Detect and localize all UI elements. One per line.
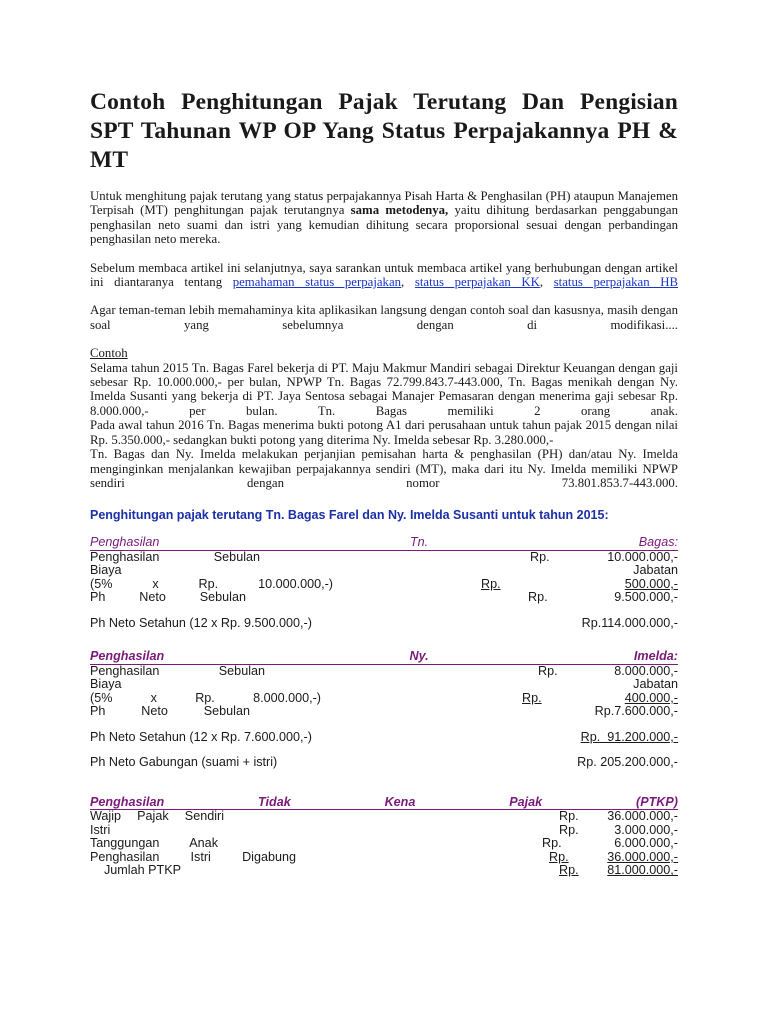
intro-text-cont: yaitu dihitung berdasarkan penggabungan penghasilan neto suami dan istri yang kemudian dihitung secara proporsional sesuai dengan perbandingan penghasilan neto mereka. <box>90 203 678 247</box>
link-status-hb[interactable]: status perpajakan HB <box>553 275 678 290</box>
example-text-2: Pada awal tahun 2016 Tn. Bagas menerima bukti potong A1 dari perusahaan untuk tahun pajak 2015 dengan nilai Rp. 5.350.000,- sedangkan bukti potong yang diterima Ny. Imelda sebesar Rp. 3.280.000,- <box>90 418 678 447</box>
related-text: Sebelum membaca artikel ini selanjutnya, saya sarankan untuk membaca artikel yang berhubungan dengan artikel ini diantaranya tentang <box>90 260 678 290</box>
link-pemahaman-status[interactable]: pemahaman status perpajakan <box>232 275 402 290</box>
link-status-kk[interactable]: status perpajakan KK <box>414 275 540 290</box>
row-neto-monthly: Ph Neto Sebulan Rp. 9.500.000,- <box>90 590 678 605</box>
row-gross-monthly: Penghasilan Sebulan Rp. 8.000.000,- <box>90 663 678 678</box>
example-text-3: Tn. Bagas dan Ny. Imelda melakukan perjanjian pemisahan harta & penghasilan (PH) dan/atau Ny. Imelda menginginkan menjalankan kewajiban perpajakannya sendiri (MT), maka dari itu Ny. Imelda memiliki NPWP sendiri dengan nomor 73.801.853.7-443.000. <box>90 447 678 490</box>
example-text-1: Selama tahun 2015 Tn. Bagas Farel bekerja di PT. Maju Makmur Mandiri sebagai Direktur Keuangan dengan gaji sebesar Rp. 10.000.000,- per bulan, NPWP Tn. Bagas 72.799.843.7-443.000, Tn. Bagas menikah dengan Ny. Imelda Susanti yang bekerja di PT. Jaya Sentosa sebagai Manajer Pemasaran dengan menerima gaji sebesar Rp. 8.000.000,- per bulan. Tn. Bagas memiliki 2 orang anak. <box>90 360 678 418</box>
intro-paragraph-2 <box>90 261 678 290</box>
ptkp-row-istri-digabung: Penghasilan Istri Digabung Rp. 36.000.000,- <box>90 849 678 864</box>
intro-paragraph-1 <box>90 189 678 247</box>
row-neto-yearly: Ph Neto Setahun (12 x Rp. 9.500.000,-) Rp.114.000.000,- <box>90 615 678 630</box>
intro-paragraph-3: Agar teman-teman lebih memahaminya kita aplikasikan langsung dengan contoh soal dan kasusnya, masih dengan soal yang sebelumnya dengan di modifikasi.... <box>90 303 678 332</box>
section-heading-imelda: Penghasilan Ny. Imelda: <box>90 649 678 664</box>
section-heading-ptkp: Penghasilan Tidak Kena Pajak (PTKP) <box>90 794 678 809</box>
document-page <box>90 88 678 894</box>
separator: , <box>539 275 554 290</box>
row-gross-monthly: Penghasilan Sebulan Rp. 10.000.000,- <box>90 549 678 564</box>
row-neto-yearly: Ph Neto Setahun (12 x Rp. 7.600.000,-) Rp. 91.200.000,- <box>90 729 678 744</box>
bagas-income-section <box>90 536 678 630</box>
ptkp-row-istri: Istri Rp. 3.000.000,- <box>90 822 678 837</box>
separator: , <box>401 275 415 290</box>
ptkp-row-anak: Tanggungan Anak Rp. 6.000.000,- <box>90 836 678 851</box>
intro-bold-text: sama metodenya, <box>350 203 449 218</box>
row-biaya: Biaya Jabatan <box>90 563 678 578</box>
imelda-income-section <box>90 650 678 770</box>
page-title: Contoh Penghitungan Pajak Terutang Dan Pengisian SPT Tahunan WP OP Yang Status Perpajakannya PH & MT <box>90 89 678 173</box>
calculation-title: Penghitungan pajak terutang Tn. Bagas Farel dan Ny. Imelda Susanti untuk tahun 2015: <box>90 508 609 523</box>
ptkp-section <box>90 796 678 878</box>
section-heading-bagas: Penghasilan Tn. Bagas: <box>90 535 678 550</box>
row-biaya-jabatan-calc: (5% x Rp. 10.000.000,-) Rp. 500.000,- <box>90 576 678 591</box>
ptkp-row-wp: Wajip Pajak Sendiri Rp. 36.000.000,- <box>90 809 678 824</box>
row-biaya-jabatan-calc: (5% x Rp. 8.000.000,-) Rp. 400.000,- <box>90 690 678 705</box>
row-neto-combined: Ph Neto Gabungan (suami + istri) Rp. 205.200.000,- <box>90 755 678 770</box>
row-neto-monthly: Ph Neto Sebulan Rp.7.600.000,- <box>90 704 678 719</box>
example-heading: Contoh <box>90 346 128 361</box>
example-block <box>90 346 678 490</box>
ptkp-row-total: Jumlah PTKP Rp. 81.000.000,- <box>104 863 678 878</box>
row-biaya: Biaya Jabatan <box>90 677 678 692</box>
intro-text: Untuk menghitung pajak terutang yang status perpajakannya Pisah Harta & Penghasilan (PH) ataupun Manajemen Terpisah (MT) penghitungan pajak terutangnya <box>90 189 678 218</box>
